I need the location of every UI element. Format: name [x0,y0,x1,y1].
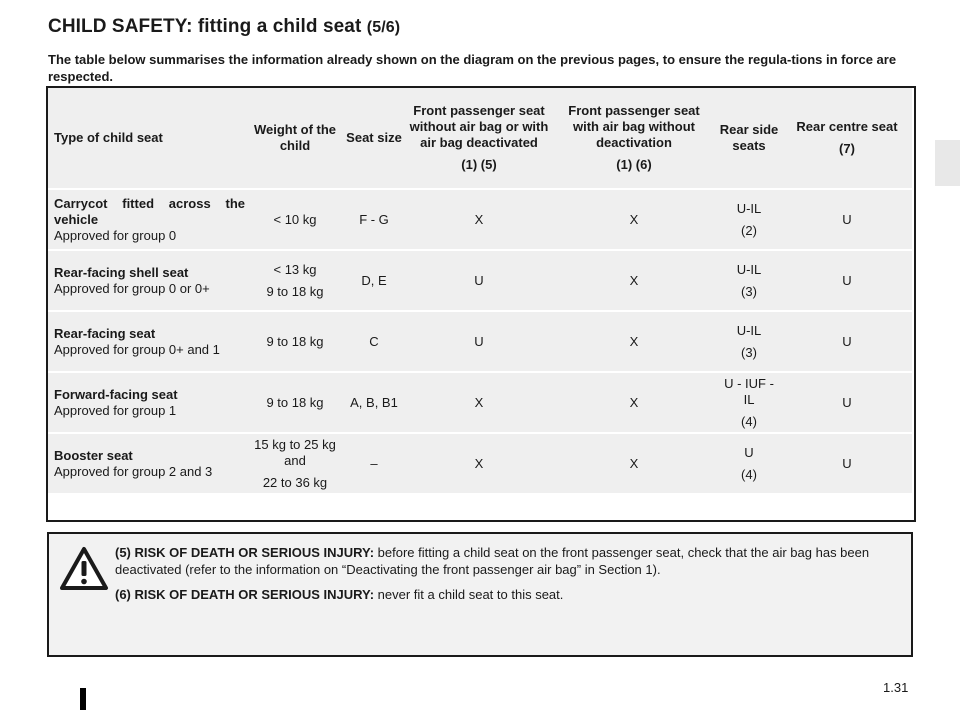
cell-size: C [342,311,406,372]
warning-6-text: never fit a child seat to this seat. [374,587,564,602]
corner-marker [80,688,86,710]
header-front-on-refs: (1) (6) [616,157,652,172]
seat-name: Rear-facing shell seat [54,264,189,280]
rear-side-ref: (4) [741,466,757,482]
page-title-part: (5/6) [366,19,401,36]
rear-side-value: U - IUF - IL [724,375,774,407]
cell-weight [248,372,342,433]
cell-rear-side [716,250,782,311]
cell-type [48,372,248,433]
cell-rear-centre: U [782,189,912,250]
cell-front-on: X [552,250,716,311]
header-size: Seat size [342,88,406,189]
page-number: 1.31 [883,680,909,695]
seat-approval: Approved for group 0 [54,227,177,243]
seat-name: Rear-facing seat [54,325,156,341]
header-rear-centre-ref: (7) [839,141,855,156]
cell-rear-side [716,189,782,250]
page-title-main: CHILD SAFETY: fitting a child seat [48,16,362,37]
seat-approval: Approved for group 0 or 0+ [54,280,210,296]
header-rear-centre [782,88,912,189]
weight-line-1: 9 to 18 kg [266,333,324,349]
warning-5-text: before fitting a child seat on the front passenger seat, check that the air bag has been deactivated (refer to the information on “Deactivating the front passenger air bag” in Section 1). [115,545,870,577]
cell-weight [248,189,342,250]
header-front-off-label: Front passenger seat without air bag or with air bag deactivated [409,103,549,150]
cell-size: – [342,433,406,494]
cell-rear-centre: U [782,433,912,494]
table-row [48,189,912,250]
rear-side-value: U-IL [736,261,762,277]
header-rear-centre-label: Rear centre seat [796,119,898,134]
seat-name: Carrycot fitted across the vehicle [54,195,245,227]
cell-rear-centre: U [782,372,912,433]
table-row [48,433,912,494]
table-row [48,372,912,433]
cell-rear-centre: U [782,250,912,311]
cell-size: A, B, B1 [342,372,406,433]
cell-front-off: X [406,189,552,250]
cell-type [48,189,248,250]
header-front-off [406,88,552,189]
cell-type [48,250,248,311]
warning-paragraph-6 [115,586,905,603]
seat-name: Booster seat [54,447,133,463]
cell-front-off: X [406,433,552,494]
cell-front-on: X [552,433,716,494]
rear-side-ref: (3) [741,283,757,299]
rear-side-value: U [744,444,754,460]
weight-line-1: < 13 kg [273,261,317,277]
weight-line-1: 15 kg to 25 kg and [254,436,336,468]
cell-rear-centre: U [782,311,912,372]
cell-front-on: X [552,311,716,372]
page-title [48,16,400,38]
cell-type [48,311,248,372]
cell-front-off: U [406,250,552,311]
cell-weight [248,250,342,311]
cell-front-off: U [406,311,552,372]
table-row [48,250,912,311]
seat-approval: Approved for group 0+ and 1 [54,341,220,357]
table-row [48,311,912,372]
cell-front-off: X [406,372,552,433]
rear-side-ref: (2) [741,222,757,238]
rear-side-value: U-IL [736,200,762,216]
section-tab-marker [935,140,960,186]
weight-line-1: 9 to 18 kg [266,394,324,410]
cell-rear-side [716,433,782,494]
warning-paragraph-5 [115,544,905,578]
header-type: Type of child seat [48,88,248,189]
header-front-off-refs: (1) (5) [461,157,497,172]
warning-triangle-icon [59,546,109,592]
warning-text [115,544,905,611]
cell-front-on: X [552,189,716,250]
rear-side-ref: (4) [741,413,757,429]
child-seat-table [48,88,912,495]
header-weight: Weight of the child [248,88,342,189]
cell-weight [248,311,342,372]
weight-line-1: < 10 kg [273,211,317,227]
warning-5-label: (5) RISK OF DEATH OR SERIOUS INJURY: [115,545,375,560]
rear-side-value: U-IL [736,322,762,338]
cell-front-on: X [552,372,716,433]
weight-line-2: 9 to 18 kg [266,283,324,299]
warning-box [47,532,913,657]
cell-type [48,433,248,494]
cell-size: D, E [342,250,406,311]
seat-approval: Approved for group 2 and 3 [54,463,213,479]
header-front-on [552,88,716,189]
seat-approval: Approved for group 1 [54,402,177,418]
cell-size: F - G [342,189,406,250]
warning-6-label: (6) RISK OF DEATH OR SERIOUS INJURY: [115,587,375,602]
seat-name: Forward-facing seat [54,386,178,402]
rear-side-ref: (3) [741,344,757,360]
cell-weight [248,433,342,494]
cell-rear-side [716,372,782,433]
header-front-on-label: Front passenger seat with air bag without deactivation [568,103,700,150]
table-header-row [48,88,912,189]
cell-rear-side [716,311,782,372]
weight-line-2: 22 to 36 kg [262,474,328,490]
intro-text: The table below summarises the information already shown on the diagram on the previous pages, to ensure the regula-tions in force are respected. [48,52,897,84]
header-rear-side: Rear side seats [716,88,782,189]
